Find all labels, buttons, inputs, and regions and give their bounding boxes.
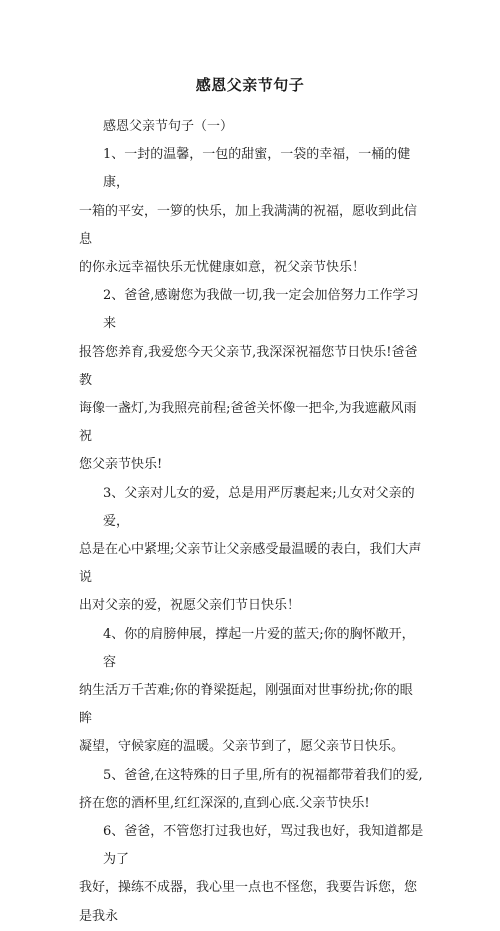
document-title: 感恩父亲节句子: [195, 76, 305, 94]
paragraph-2: [79, 282, 425, 479]
paragraph-line: 纳生活万千苦难;你的脊梁挺起，刚强面对世事纷扰;你的眼眸: [79, 683, 413, 727]
paragraph-1: [79, 141, 425, 282]
paragraph-line: 4、你的肩膀伸展，撑起一片爱的蓝天;你的胸怀敞开，容: [103, 626, 415, 670]
paragraph-line: 总是在心中紧埋;父亲节让父亲感受最温暖的表白，我们大声说: [79, 542, 422, 586]
paragraph-line: 凝望，守候家庭的温暖。父亲节到了，愿父亲节日快乐。: [79, 739, 405, 755]
paragraph-line: 挤在您的酒杯里,红红深深的,直到心底.父亲节快乐!: [79, 795, 370, 811]
paragraph-line: 3、父亲对儿女的爱，总是用严厉裹起来;儿女对父亲的爱，: [103, 485, 415, 529]
paragraph-4: [79, 621, 425, 762]
paragraph-line: 2、爸爸,感谢您为我做一切,我一定会加倍努力工作学习来: [103, 288, 419, 332]
paragraph-line: 我好，操练不成器，我心里一点也不怪您，我要告诉您，您是我永: [79, 880, 418, 924]
paragraph-line: 您父亲节快乐!: [79, 457, 163, 473]
paragraph-line: 6、爸爸，不管您打过我也好，骂过我也好，我知道都是为了: [103, 824, 424, 868]
paragraph-line: 出对父亲的爱，祝愿父亲们节日快乐！: [79, 598, 301, 614]
paragraph-5: [79, 762, 425, 818]
paragraph-line: 诲像一盏灯,为我照亮前程;爸爸关怀像一把伞,为我遮蔽风雨祝: [79, 401, 417, 445]
paragraph-line: 报答您养育,我爱您今天父亲节,我深深祝福您节日快乐!爸爸教: [79, 344, 418, 388]
paragraph-6: [79, 818, 425, 931]
document-body: [79, 113, 425, 931]
paragraph-line: 一箱的平安，一箩的快乐，加上我满满的祝福，愿收到此信息: [79, 203, 418, 247]
paragraph-3: [79, 480, 425, 621]
section-subtitle: 感恩父亲节句子（一）: [103, 119, 234, 134]
paragraph-line: 1、一封的温馨，一包的甜蜜，一袋的幸福，一桶的健康，: [103, 147, 411, 191]
paragraph-line: 5、爸爸,在这特殊的日子里,所有的祝福都带着我们的爱,: [103, 767, 423, 783]
paragraph-line: 的你永远幸福快乐无忧健康如意，祝父亲节快乐！: [79, 260, 366, 276]
